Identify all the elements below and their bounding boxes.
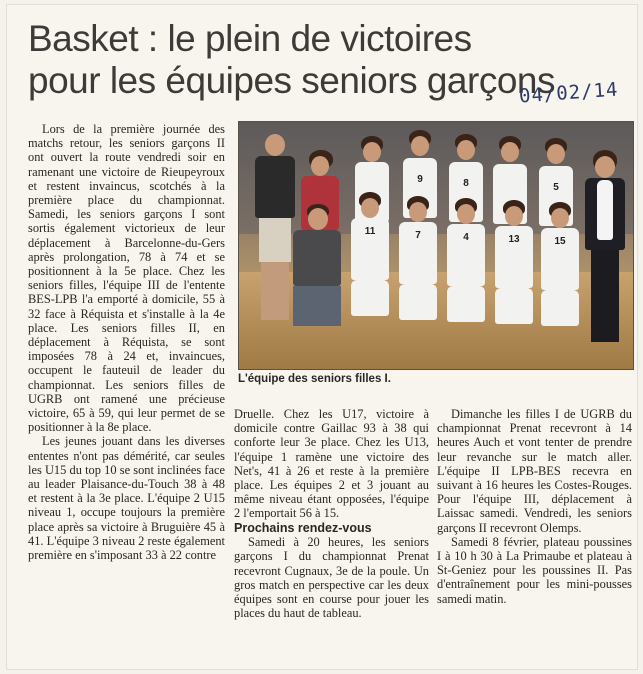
coach-figure (287, 204, 347, 354)
team-photo (238, 121, 634, 370)
player-figure (537, 202, 583, 352)
article-column-3 (437, 407, 632, 606)
player-figure (491, 200, 537, 350)
jersey-number: 11 (364, 226, 376, 237)
jersey-number: 5 (553, 182, 559, 193)
newspaper-clipping (6, 4, 638, 670)
paragraph: Druelle. Chez les U17, victoire à domicile contre Gaillac 93 à 38 qui conforte leur 3e place. Chez les U13, l'équipe 1 ramène une victoire des Net's, 41 à 26 et reste à la première place. Les équipes 2 et 3 jouant au même niveau étant opposées, l'équipe 2 l'emportait 56 à 15. (234, 407, 429, 521)
paragraph: Dimanche les filles I de UGRB du championnat Prenat recevront à 14 heures Auch et vont tenter de prendre leur revanche sur le match aller. L'équipe II LPB-BES recevra en suivant à 16 heures les Costes-Rouges. Pour l'équipe III, déplacement à Laissac samedi. Vendredi, les seniors garçons II recevront Olemps. (437, 407, 632, 535)
paragraph: Les jeunes jouant dans les diverses ententes n'ont pas démérité, car seules les U15 du top 10 se sont inclinées face au leader Plaisance-du-Touch 38 à 48 et restent à la 3e place. L'équipe 2 U15 niveau 1, occupe toujours la première place après sa victoire à Bruguière 45 à 41. L'équipe 3 niveau 2 reste également première en s'imposant 33 à 22 contre (28, 434, 225, 563)
player-figure (395, 196, 441, 346)
coach-figure (583, 150, 627, 350)
jersey-number: 9 (417, 174, 423, 185)
article-column-2 (234, 407, 429, 620)
jersey-number: 13 (508, 234, 520, 245)
photo-caption: L'équipe des seniors filles I. (238, 373, 391, 385)
player-figure (347, 192, 393, 342)
headline-line-2: pour les équipes seniors garçons (28, 60, 555, 101)
paragraph: Samedi à 20 heures, les seniors garçons I du championnat Prenat recevront Cugnaux, 3e de la poule. Un gros match en perspective car les deux équipes sont en course pour jouer les places du haut de tableau. (234, 535, 429, 621)
paragraph: Samedi 8 février, plateau poussines I à 10 h 30 à La Primaube et plateau à St-Geniez pour les poussines II. Pas d'entraînement pour les mini-pousses samedi matin. (437, 534, 632, 606)
jersey-number: 7 (415, 230, 421, 241)
section-heading: Prochains rendez-vous (234, 520, 372, 535)
jersey-number: 8 (463, 178, 469, 189)
jersey-number: 15 (554, 236, 566, 247)
handwritten-date: 04/02/14 (518, 78, 620, 108)
headline-line-1: Basket : le plein de victoires (28, 18, 472, 59)
article-column-1 (28, 122, 225, 562)
player-figure (443, 198, 489, 348)
jersey-number: 4 (463, 232, 469, 243)
paragraph: Lors de la première journée des matchs retour, les seniors garçons II ont ouvert la route vendredi soir en ramenant une victoire de Rieupeyroux et restent invaincus, scotchés à la première place du championnat. Samedi, les seniors garçons I sont sortis également victorieux de leur déplacement à Barcelonne-du-Gers après prolongation, 78 à 74 et se positionnent à la 5e place. Chez les seniors filles, l'équipe III de l'entente BES-LPB l'a emporté à domicile, 55 à 32 face à Réquista et s'installe à la 4e place. Les seniors filles II, en déplacement à Réquista, se sont imposées 78 à 24 et, invaincues, occupent le fauteuil de leader du championnat. Les seniors filles de UGRB ont ramené une précieuse victoire, 65 à 59, qui leur permet de se positionner à la 8e place. (28, 122, 225, 435)
